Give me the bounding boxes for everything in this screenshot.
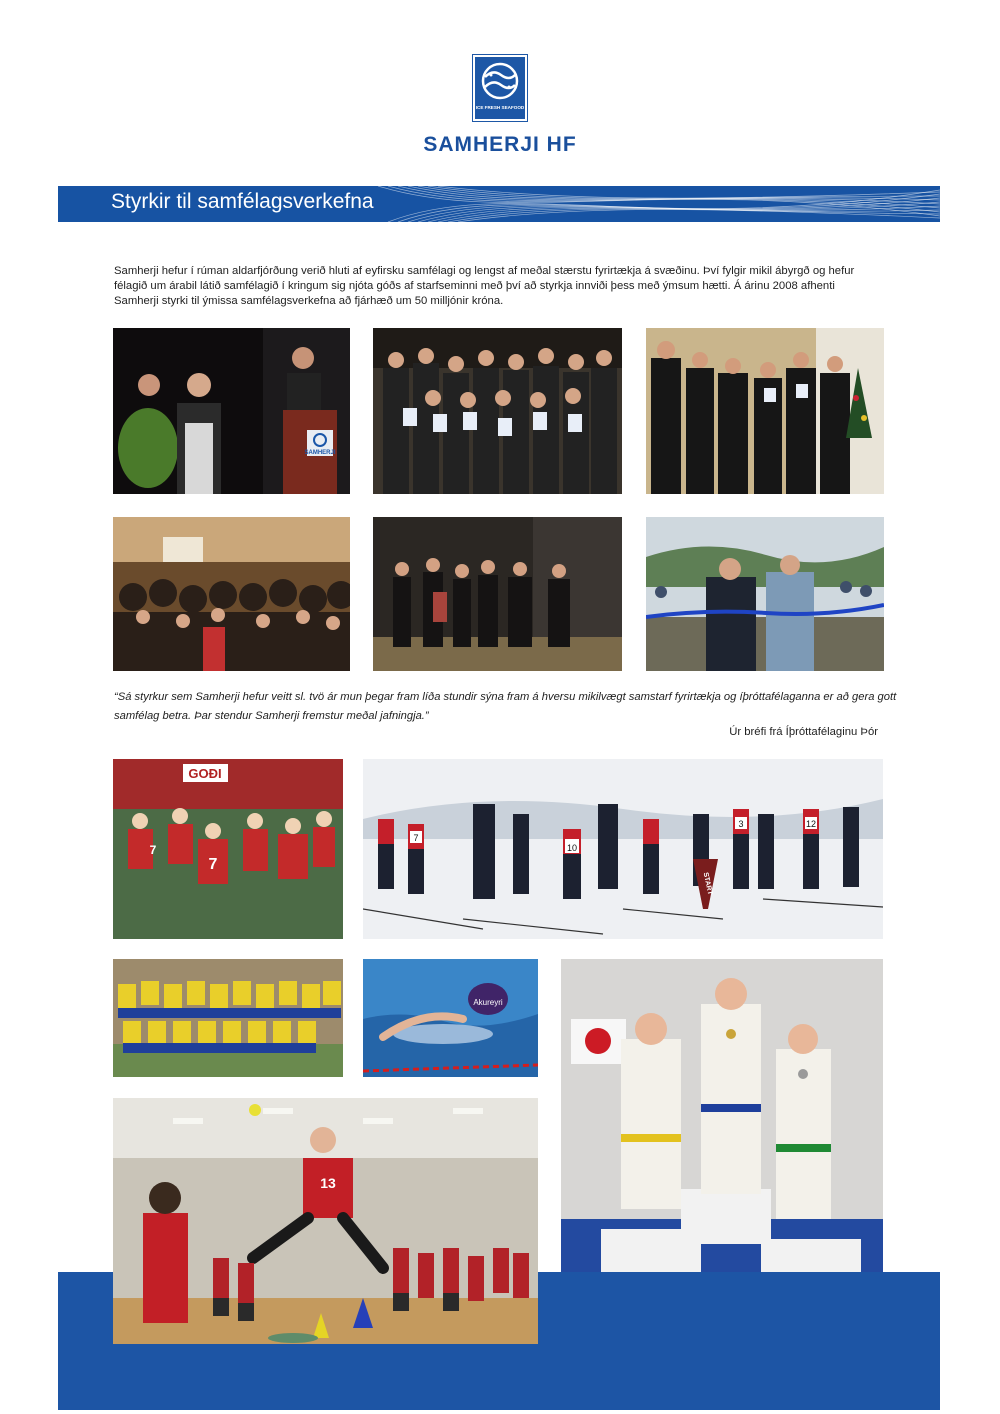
logo-tagline: ICE FRESH SEAFOOD bbox=[475, 105, 525, 110]
photo-group-christmas-tree bbox=[646, 328, 884, 494]
photo-crowd-hall bbox=[113, 517, 350, 671]
company-logo bbox=[473, 55, 527, 121]
photo-award-podium bbox=[113, 328, 350, 494]
company-name: SAMHERJI HF bbox=[423, 133, 577, 156]
photo-ski-race bbox=[363, 759, 883, 939]
title-banner bbox=[58, 186, 940, 222]
photo-judo-podium bbox=[561, 959, 883, 1311]
sponsor-quote: “Sá styrkur sem Samherji hefur veitt sl. tvö ár mun þegar fram líða stundir sýna fram á hversu mikilvægt samstarf fyrirtækja og íþróttafélaganna er að gera gott samfélag betra. Þar stendur Samherji fremstur meðal jafningja.” bbox=[114, 691, 897, 722]
swim-cap-text: Akureyri bbox=[473, 998, 503, 1007]
ski-bib: 10 bbox=[566, 843, 578, 853]
jumper-jersey-number: 13 bbox=[320, 1175, 336, 1191]
intro-paragraph: Samherji hefur í rúman aldarfjórðung verið hluti af eyfirsku samfélagi og lengst af meðal stærstu fyrirtækja á svæðinu. Því fylgir mikil ábyrgð og hefur félagið um árabil látið samfélagið í kringum sig njóta góðs af starfseminni með því að styrkja innviði þess með ýmsum hætti. Á árinu 2008 afhenti Samherji styrki til ýmissa samfélagsverkefna að fjárhæð um 50 milljónir króna. bbox=[114, 265, 855, 307]
ski-bib: 7 bbox=[413, 833, 419, 843]
photo-kids-handball bbox=[113, 759, 343, 939]
page-title: Styrkir til samfélagsverkefna bbox=[111, 190, 374, 213]
ski-bib: 12 bbox=[805, 819, 817, 829]
podium-sign-text: SAMHERJI bbox=[304, 450, 336, 456]
ski-bib: 3 bbox=[738, 819, 744, 829]
jersey-number: 7 bbox=[149, 843, 157, 857]
photo-swimmer bbox=[363, 959, 538, 1077]
photo-handball-jump bbox=[113, 1098, 538, 1344]
photo-group-certificates bbox=[373, 328, 622, 494]
photo-reception-guests bbox=[373, 517, 622, 671]
quote-source: Úr bréfi frá Íþróttafélaginu Þór bbox=[729, 726, 878, 738]
arena-banner-text: GOÐI bbox=[188, 766, 222, 781]
photo-team-yellow bbox=[113, 959, 343, 1077]
photo-ribbon-cutting bbox=[646, 517, 884, 671]
start-sign-text: START bbox=[701, 871, 714, 896]
jersey-number: 7 bbox=[208, 856, 218, 873]
